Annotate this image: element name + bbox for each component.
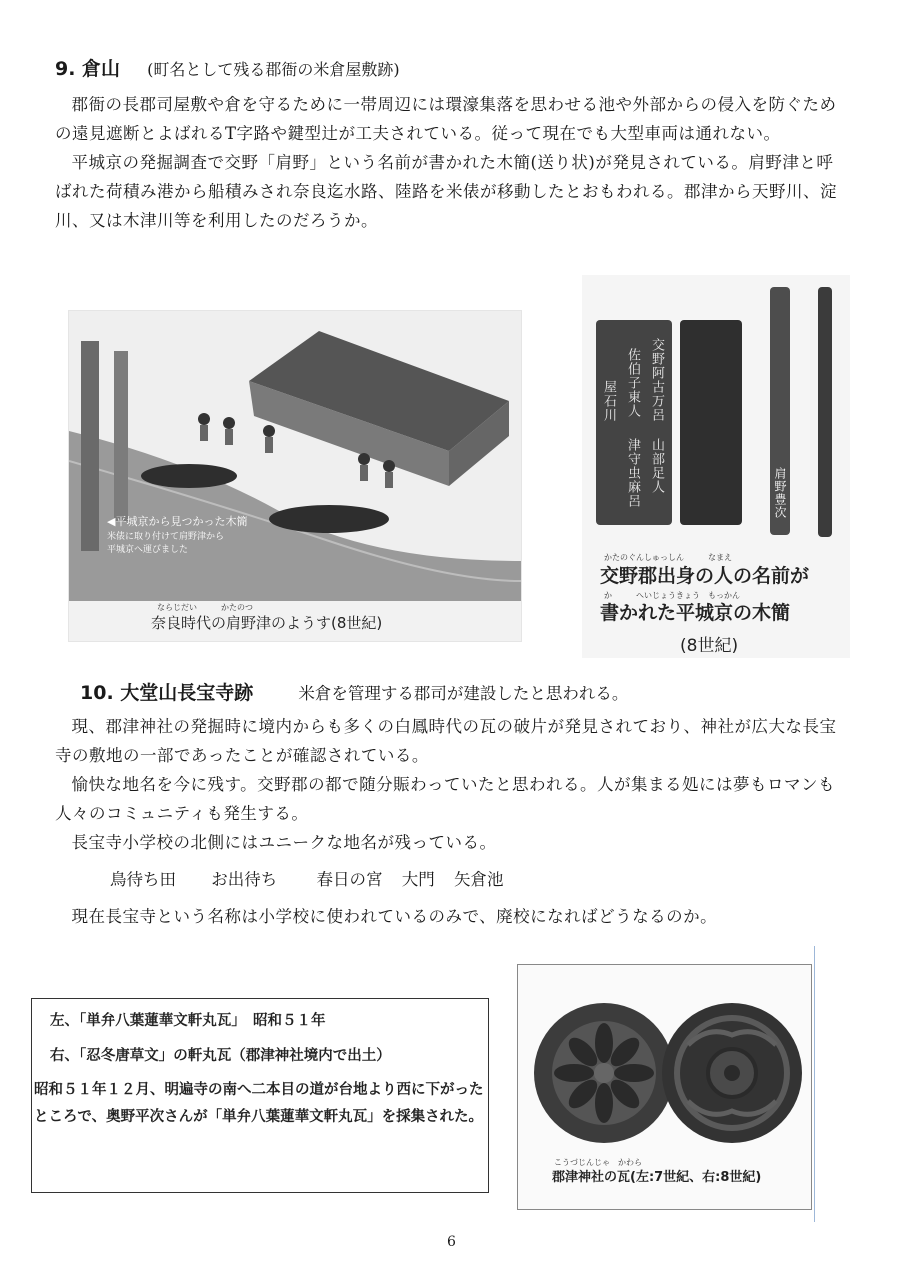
place-name-3: 春日の宮 [316,870,383,889]
illustration-label-line-2: 米俵に取り付けて肩野津から [107,532,225,542]
tablet1-col3: 佐伯子東人 [625,348,640,418]
figure2-caption-ruby-1: かたのぐんしゅっしん なまえ [604,553,732,562]
tile-box-line-3: 昭和５１年１２月、明遍寺の南へ二本目の道が台地より西に下がったところで、奥野平次さんが「単弁八葉蓮華文軒丸瓦」を採集された。 [34,1082,484,1125]
figure2-caption-ruby-2: か へいじょうきょう もっかん [604,591,740,600]
illustration-label [107,513,247,555]
roof-tiles-figure [517,964,812,1210]
section10-closing-text: 現在長宝寺という名称は小学校に使われているのみで、廃校になればどうなるのか。 [71,907,718,926]
section9-heading: 9. 倉山 [55,58,121,80]
harbor-illustration-figure [68,310,522,642]
section9-paragraph-2: 平城京の発掘調査で交野「肩野」という名前が書かれた木簡(送り状)が発見されている。肩野津と呼ばれた荷積み港から船積みされ奈良迄水路、陸路を米俵が移動したとおもわれる。郡津から天野川、淀川、又は木津川等を利用したのだろうか。 [55,153,837,230]
margin-line [814,946,815,1222]
section10-paragraph-2: 愉快な地名を今に残す。交野郡の都で随分賑わっていたと思われる。人が集まる処には夢もロマンも人々のコミュニティも発生する。 [55,775,836,823]
place-name-1: 鳥待ち田 [110,870,176,889]
section10-paragraph-1: 現、郡津神社の発掘時に境内からも多くの白鳳時代の瓦の破片が発見されており、神社が広大な長宝寺の敷地の一部であったことが確認されている。 [55,717,837,765]
place-name-4: 大門 [401,870,435,889]
section9-subtitle: (町名として残る郡衙の米倉屋敷跡) [147,60,400,79]
tablet1-col2: 山部足人 [649,438,664,494]
figure2-caption-line-1: 交野郡出身の人の名前が [600,565,810,587]
place-name-5: 矢倉池 [454,870,504,889]
page-number: 6 [447,1234,456,1250]
tile-description-box [31,998,489,1193]
section10-body [55,712,845,857]
tablet3-text: 肩野豊次 [773,467,787,519]
section9-paragraph-1: 郡衙の長郡司屋敷や倉を守るために一帯周辺には環濠集落を思わせる池や外部からの侵入を防ぐための遠見遮断とよばれるT字路や鍵型辻が工夫されている。従って現在でも大型車両は通れない。 [55,95,837,143]
mokkan-tablet-4 [818,287,832,537]
harbor-illustration [69,311,521,601]
tablet1-col4: 津守虫麻呂 [625,438,640,508]
section9-header [55,54,400,81]
mokkan-figure [582,275,850,658]
section10-paragraph-3: 長宝寺小学校の北側にはユニークな地名が残っている。 [71,833,497,852]
tablet1-col5: 屋石川 [601,380,616,422]
illustration-label-line-3: 平城京へ運びました [107,545,189,555]
figure2-caption-line-3: (8世紀) [680,636,739,656]
section10-closing [55,902,845,931]
section9-body [55,90,845,235]
roof-tiles-photo [518,965,811,1165]
tile-box-line-1: 左、「単弁八葉蓮華文軒丸瓦」 昭和５１年 [50,1013,326,1029]
tablet1-col1: 交野阿古万呂 [649,338,664,422]
figure3-caption-ruby: こうづじんじゃ かわら [554,1158,642,1167]
figure1-caption: 奈良時代の肩野津のようす(8世紀) [151,614,383,632]
mokkan-tablet-1 [596,320,672,525]
place-name-2: お出待ち [211,870,278,889]
figure3-caption: 郡津神社の瓦(左:7世紀、右:8世紀) [552,1170,762,1185]
figure2-caption-line-2: 書かれた平城京の木簡 [600,602,791,624]
mokkan-tablet-3 [770,287,790,535]
section10-header [80,678,628,705]
illustration-label-line-1: ◀平城京から見つかった木簡 [107,515,248,528]
figure1-caption-ruby: ならじだい かたのつ [157,603,253,612]
mokkan-tablet-2 [680,320,742,525]
place-names-row [110,866,504,890]
section10-heading: 10. 大堂山長宝寺跡 [80,682,254,704]
section10-subtitle: 米倉を管理する郡司が建設したと思われる。 [298,684,629,703]
tile-box-line-2: 右、「忍冬唐草文」の軒丸瓦（郡津神社境内で出土） [50,1048,391,1064]
